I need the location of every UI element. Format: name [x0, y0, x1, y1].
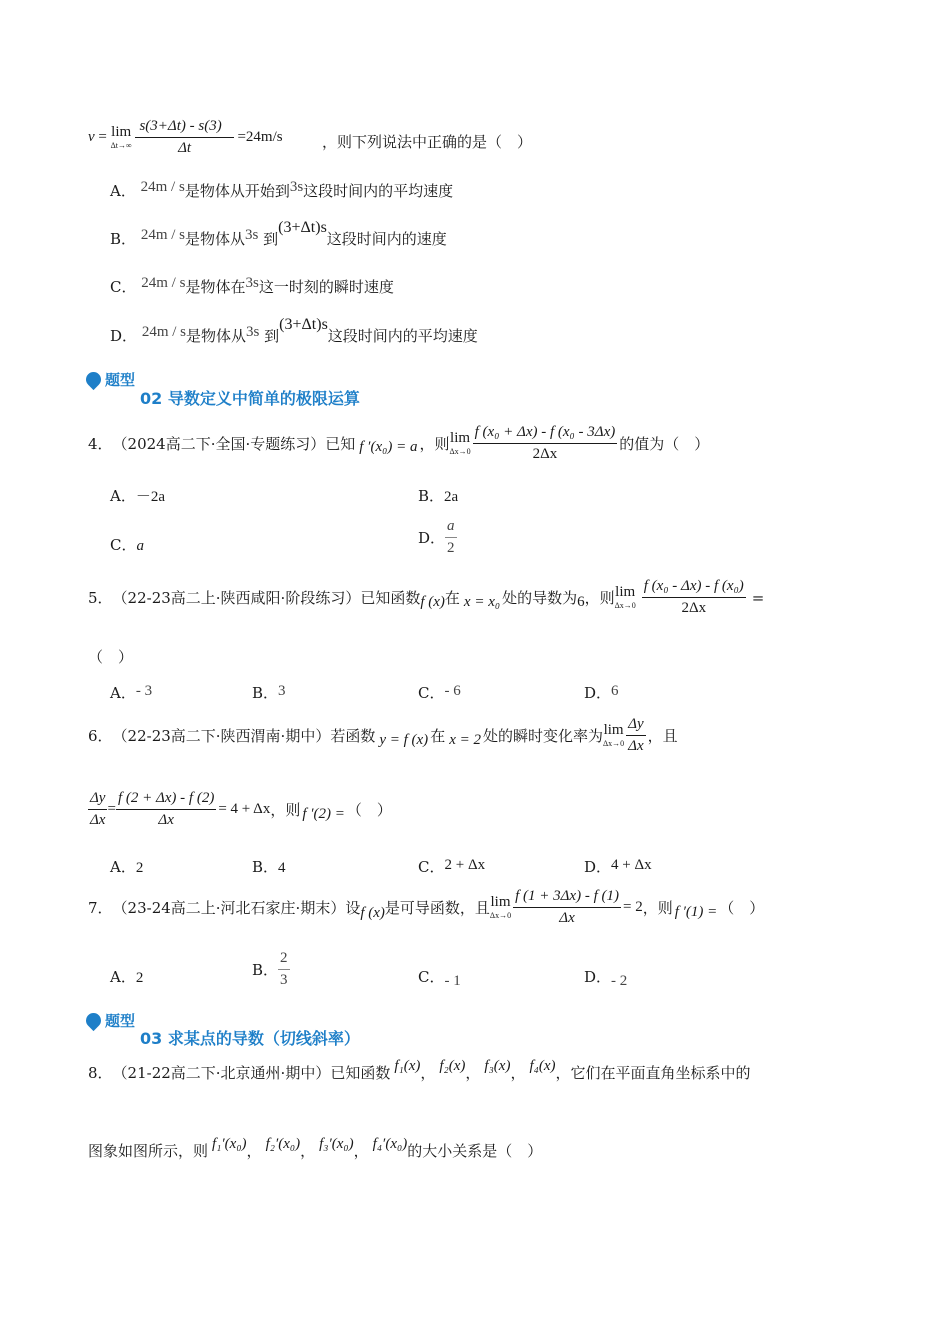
q4-text: （2024高二下·全国·专题练习）已知	[112, 435, 356, 453]
lim-sub: Δx→0	[449, 447, 471, 456]
q4-option-c[interactable]	[110, 534, 144, 555]
option-value: 2a	[444, 489, 459, 505]
q5-text: 在	[444, 589, 460, 607]
option-text: 到	[264, 327, 280, 345]
q8-text: （21-22高二下·北京通州·期中）已知函数	[112, 1064, 391, 1082]
q5-text: ，则	[584, 589, 615, 607]
q3-option-a[interactable]	[110, 180, 453, 201]
option-label: D．	[584, 968, 612, 986]
lim-sub: Δx→0	[603, 739, 625, 748]
q4-condition: f ′(x₀) = a	[359, 439, 418, 455]
q5-option-a[interactable]	[110, 682, 152, 703]
q3-stem-tail: ，则下列说法中正确的是（ ）	[322, 133, 533, 151]
q6-option-a[interactable]	[110, 856, 143, 877]
option-fraction	[445, 518, 457, 557]
denominator: Δx	[628, 738, 644, 754]
q8-d3: f₃′(x₀)	[319, 1136, 354, 1152]
option-math: (3+Δt)s	[278, 219, 327, 236]
q3-numerator: s(3+Δt) - s(3)	[135, 118, 233, 138]
location-pin-icon	[83, 369, 104, 390]
option-math: 3s	[245, 227, 259, 243]
q6-ratio	[88, 790, 107, 829]
q7-paren: （ ）	[719, 899, 765, 917]
q5-limit	[615, 585, 636, 610]
section2-tag-label: 题型	[105, 371, 136, 389]
q3-v: v	[88, 128, 95, 145]
q7-option-b[interactable]	[252, 950, 290, 989]
q3-formula	[88, 118, 283, 157]
q5-option-d[interactable]	[584, 682, 619, 703]
q4-fraction	[473, 424, 618, 463]
q5-text: （22-23高二上·陕西咸阳·阶段练习）已知函数	[112, 589, 421, 607]
q5-function: f (x)	[420, 594, 445, 610]
option-value: 3	[278, 683, 286, 699]
option-math: (3+Δt)s	[279, 316, 328, 333]
option-text: 这段时间内的平均速度	[327, 327, 478, 345]
q5-point: x = x₀	[463, 594, 501, 610]
section3-tag	[86, 1010, 135, 1031]
q7-text: 是可导函数，且	[384, 899, 490, 917]
q4-option-b[interactable]	[418, 485, 458, 506]
q8-text: ，它们在平面直角坐标系中的	[555, 1064, 751, 1082]
q6-fraction	[626, 716, 645, 755]
q3-eq: =	[98, 128, 107, 145]
q3-lim-text: lim	[111, 124, 132, 140]
q7-number: 7．	[88, 899, 113, 917]
q7-limit	[490, 895, 511, 920]
option-math: 3s	[289, 179, 304, 195]
option-value: 24m / s	[141, 275, 186, 291]
q5-fraction	[642, 578, 746, 617]
q8-line2	[88, 1136, 543, 1161]
option-value: 24m / s	[140, 179, 185, 195]
section3-title: 03 求某点的导数（切线斜率）	[140, 1029, 360, 1048]
q8-sep: ，	[510, 1064, 526, 1082]
q6-option-d[interactable]	[584, 856, 652, 877]
option-label: A．	[110, 487, 136, 505]
q7-rhs: = 2	[622, 899, 643, 915]
q7-fraction	[513, 888, 621, 927]
q7-stem	[88, 888, 764, 927]
q6-text: （22-23高二下·陕西渭南·期中）若函数	[112, 727, 376, 745]
q6-text: 处的瞬时变化率为	[482, 727, 603, 745]
option-label: D．	[584, 684, 612, 702]
q7-ask: f ′(1) =	[674, 904, 718, 920]
q8-d2: f₂′(x₀)	[265, 1136, 301, 1152]
q6-limit	[603, 723, 624, 748]
q6-option-b[interactable]	[252, 856, 286, 877]
option-value: 4 + Δx	[611, 857, 652, 873]
q5-option-c[interactable]	[418, 682, 461, 703]
option-label: A．	[110, 684, 136, 702]
option-value: - 6	[444, 683, 461, 699]
q3-option-b[interactable]	[110, 219, 447, 249]
q6-text: 在	[430, 727, 446, 745]
option-value: - 3	[135, 683, 153, 699]
q8-d4: f₄′(x₀)	[372, 1136, 408, 1152]
q4-stem	[88, 424, 709, 463]
q8-text: 的大小关系是（ ）	[407, 1142, 543, 1160]
lim-sub: Δx→0	[489, 911, 512, 920]
option-value: 24m / s	[141, 324, 186, 340]
denominator: Δx	[158, 812, 174, 828]
q8-sep: ，	[465, 1064, 481, 1082]
lim-text: lim	[490, 894, 511, 910]
option-label: D．	[110, 327, 138, 345]
q6-diff-quotient	[116, 790, 216, 829]
numerator: 2	[278, 950, 290, 970]
option-value: －2a	[135, 489, 166, 505]
option-math: 3s	[245, 275, 259, 291]
q6-ask: f ′(2) =	[302, 806, 345, 822]
option-label: A．	[110, 858, 136, 876]
option-label: B．	[252, 858, 279, 876]
option-text: 是物体从	[186, 327, 247, 345]
denominator: 3	[280, 972, 288, 988]
q3-rhs: =24m/s	[237, 128, 283, 145]
denominator: Δx	[90, 812, 106, 828]
option-text: 这段时间内的平均速度	[303, 182, 454, 200]
q5-value: 6	[577, 594, 585, 610]
q7-text: ，则	[642, 899, 673, 917]
q8-stem	[88, 1058, 751, 1083]
q6-function: y = f (x)	[379, 732, 429, 748]
lim-text: lim	[450, 430, 471, 446]
q8-f3: f₃(x)	[484, 1058, 511, 1074]
section2-title: 02 导数定义中简单的极限运算	[140, 389, 360, 408]
lim-sub: Δx→0	[614, 601, 636, 610]
q4-option-d[interactable]	[418, 518, 457, 557]
q6-number: 6．	[88, 727, 113, 745]
lim-text: lim	[603, 722, 624, 738]
q7-option-d[interactable]	[584, 966, 627, 987]
option-value: a	[136, 538, 144, 554]
option-text: 是物体从开始到	[184, 182, 290, 200]
numerator: Δy	[88, 790, 107, 810]
q7-text: （23-24高二上·河北石家庄·期末）设	[112, 899, 361, 917]
q5-stem	[88, 578, 764, 617]
option-label: A．	[110, 968, 136, 986]
q5-number: 5．	[88, 589, 113, 607]
q8-f1: f₁(x)	[394, 1058, 421, 1074]
option-text: 这一时刻的瞬时速度	[258, 278, 394, 296]
section2-tag	[86, 369, 135, 390]
option-label: C．	[418, 684, 445, 702]
option-value: 2	[135, 970, 144, 986]
option-fraction	[278, 950, 290, 989]
option-label: C．	[418, 858, 445, 876]
option-text: 到	[263, 230, 279, 248]
q6-stem	[88, 716, 678, 755]
option-label: C．	[110, 536, 137, 554]
q6-text: ，则	[270, 801, 301, 819]
q8-number: 8．	[88, 1064, 113, 1082]
q4-text-mid: ，则	[419, 435, 450, 453]
q6-point: x = 2	[449, 732, 481, 748]
option-label: B．	[252, 961, 279, 979]
q8-f4: f₄(x)	[529, 1058, 556, 1074]
q6-option-c[interactable]	[418, 856, 485, 877]
q3-fraction	[135, 118, 233, 157]
option-label: C．	[418, 968, 445, 986]
option-math: 3s	[246, 324, 260, 340]
q4-limit	[449, 431, 470, 456]
q8-text: 图象如图所示，则	[88, 1142, 209, 1160]
denominator: Δx	[559, 910, 575, 926]
option-value: - 1	[444, 973, 461, 989]
option-value: 2	[135, 860, 144, 876]
q5-text: 处的导数为	[502, 589, 578, 607]
denominator: 2Δx	[532, 446, 558, 462]
q6-equals: =	[107, 801, 116, 817]
q8-sep: ，	[420, 1064, 436, 1082]
option-label: C．	[110, 278, 137, 296]
q6-text: ，且	[647, 727, 678, 745]
option-value: 4	[278, 860, 286, 876]
option-label: D．	[584, 858, 612, 876]
q4-number: 4．	[88, 435, 113, 453]
option-value: 24m / s	[140, 227, 185, 243]
option-label: D．	[418, 529, 446, 547]
location-pin-icon	[83, 1010, 104, 1031]
q7-option-c[interactable]	[418, 966, 461, 987]
numerator: f (1 + 3Δx) - f (1)	[513, 888, 621, 908]
q6-line2	[88, 790, 392, 829]
q5-paren: （ ）	[88, 648, 134, 666]
option-text: 是物体从	[185, 230, 246, 248]
q7-function: f (x)	[360, 905, 385, 921]
q8-d1: f₁′(x₀)	[212, 1136, 247, 1152]
numerator: f (2 + Δx) - f (2)	[116, 790, 216, 810]
q6-paren: （ ）	[346, 801, 392, 819]
option-text: 是物体在	[185, 278, 246, 296]
option-label: B．	[110, 230, 137, 248]
option-text: 这段时间内的速度	[326, 230, 447, 248]
q3-limit	[111, 125, 132, 150]
q4-option-a[interactable]	[110, 485, 165, 506]
q6-rhs: = 4 + Δx	[218, 801, 271, 817]
numerator: Δy	[626, 716, 645, 736]
option-label: A．	[110, 182, 136, 200]
q3-option-c[interactable]	[110, 276, 394, 297]
q4-tail: 的值为（ ）	[619, 435, 710, 453]
section3-tag-label: 题型	[105, 1012, 136, 1030]
option-value: 6	[611, 683, 619, 699]
numerator: a	[445, 518, 457, 538]
denominator: 2	[447, 540, 455, 556]
q5-option-b[interactable]	[252, 682, 286, 703]
q8-sep: ，	[300, 1142, 316, 1160]
q5-equals: =	[751, 588, 765, 607]
q7-option-a[interactable]	[110, 966, 143, 987]
denominator: 2Δx	[681, 600, 707, 616]
numerator: f (x₀ - Δx) - f (x₀)	[642, 578, 746, 598]
q8-sep: ，	[246, 1142, 262, 1160]
q3-option-d[interactable]	[110, 316, 478, 346]
option-label: B．	[418, 487, 445, 505]
option-value: - 2	[611, 973, 628, 989]
q3-denominator: Δt	[178, 140, 192, 156]
lim-text: lim	[615, 584, 636, 600]
q8-f2: f₂(x)	[439, 1058, 466, 1074]
option-label: B．	[252, 684, 279, 702]
q8-sep: ，	[353, 1142, 369, 1160]
q3-lim-sub: Δt→∞	[110, 141, 132, 150]
numerator: f (x₀ + Δx) - f (x₀ - 3Δx)	[473, 424, 618, 444]
option-value: 2 + Δx	[444, 857, 486, 873]
